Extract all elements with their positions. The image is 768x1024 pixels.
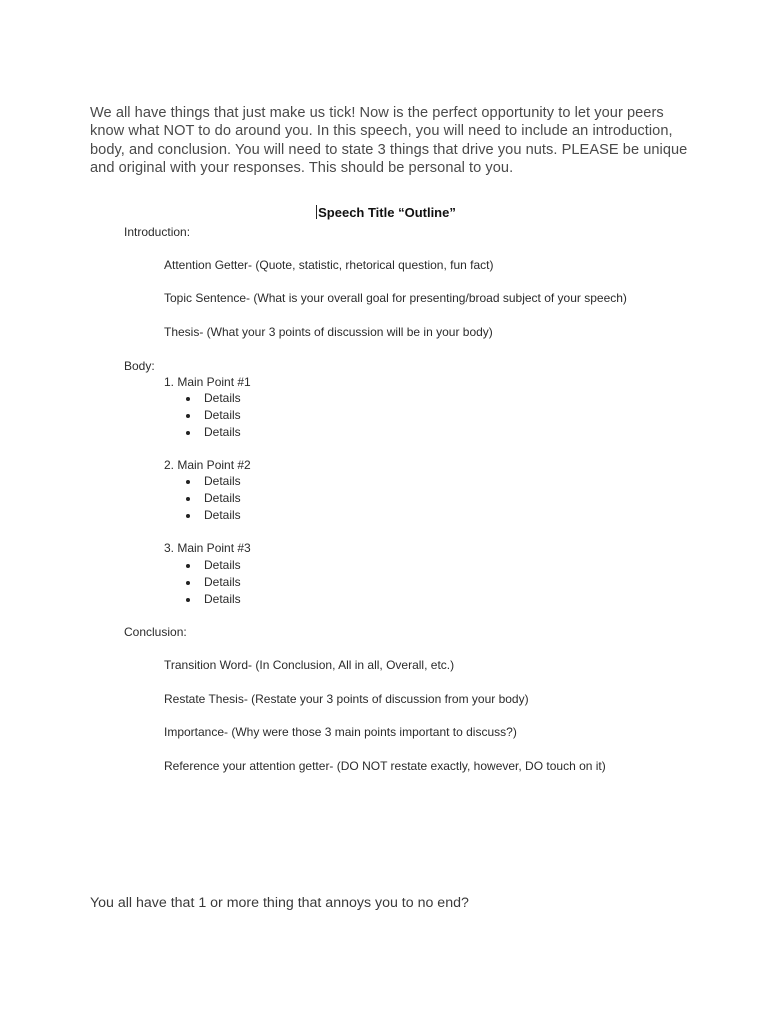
main-point-3: 3. Main Point #3 [164,541,251,555]
detail-bullet [186,425,241,440]
detail-text: Details [204,425,241,439]
detail-bullet [186,592,241,607]
detail-bullet [186,474,241,489]
detail-text: Details [204,558,241,572]
thesis-item: Thesis- (What your 3 points of discussion will be in your body) [164,325,493,339]
detail-bullet [186,491,241,506]
conclusion-label: Conclusion: [124,625,187,639]
detail-bullet [186,408,241,423]
topic-sentence-item: Topic Sentence- (What is your overall goal for presenting/broad subject of your speech) [164,291,627,305]
detail-bullet [186,575,241,590]
detail-text: Details [204,592,241,606]
importance-item: Importance- (Why were those 3 main points important to discuss?) [164,725,517,739]
detail-bullet [186,508,241,523]
bullet-icon [186,414,190,418]
outline-title-text: Speech Title “Outline” [318,205,456,220]
bullet-icon [186,397,190,401]
detail-text: Details [204,508,241,522]
restate-thesis-item: Restate Thesis- (Restate your 3 points of discussion from your body) [164,692,529,706]
bullet-icon [186,598,190,602]
detail-text: Details [204,474,241,488]
detail-bullet [186,391,241,406]
bullet-icon [186,514,190,518]
detail-text: Details [204,391,241,405]
intro-paragraph: We all have things that just make us tick! Now is the perfect opportunity to let your peers know what NOT to do around you. In this speech, you will need to include an introduction, body, and conclusion. You will need to state 3 things that drive you nuts. PLEASE be unique and original with your responses. This should be personal to you. [90,105,688,177]
reference-attention-getter-item: Reference your attention getter- (DO NOT restate exactly, however, DO touch on it) [164,759,606,773]
main-point-2: 2. Main Point #2 [164,458,251,472]
detail-bullet [186,558,241,573]
closing-question: You all have that 1 or more thing that annoys you to no end? [90,895,469,911]
bullet-icon [186,564,190,568]
main-point-1: 1. Main Point #1 [164,375,251,389]
detail-text: Details [204,575,241,589]
detail-text: Details [204,491,241,505]
text-cursor [316,205,317,219]
detail-text: Details [204,408,241,422]
bullet-icon [186,581,190,585]
bullet-icon [186,480,190,484]
bullet-icon [186,431,190,435]
body-label: Body: [124,359,155,373]
outline-title [0,205,768,220]
attention-getter-item: Attention Getter- (Quote, statistic, rhetorical question, fun fact) [164,258,494,272]
transition-word-item: Transition Word- (In Conclusion, All in all, Overall, etc.) [164,658,455,672]
introduction-label: Introduction: [124,225,191,239]
bullet-icon [186,497,190,501]
